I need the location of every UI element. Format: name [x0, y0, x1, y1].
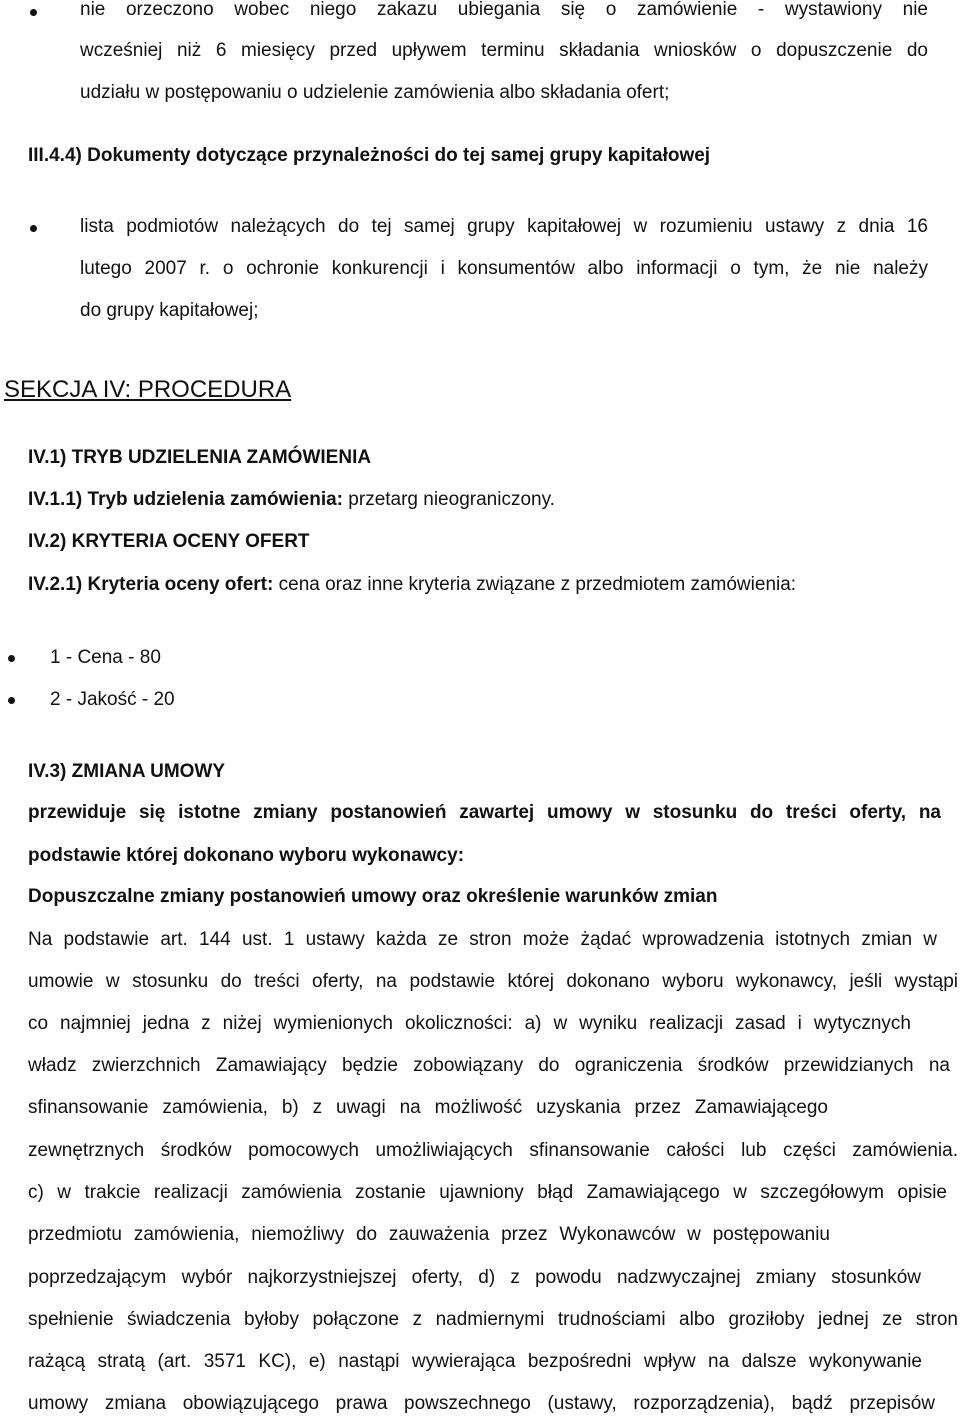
iv1-heading: IV.1) TRYB UDZIELENIA ZAMÓWIENIA [28, 447, 372, 468]
iv3-heading: IV.3) ZMIANA UMOWY [28, 761, 226, 782]
group-line-1: lista podmiotów należących do tej samej grupy kapitałowej w rozumieniu ustawy z dnia 16 [80, 216, 928, 237]
iv3-body-line: spełnienie świadczenia byłoby połączone z nadmiernymi trudnościami albo groziłoby jednej ze stron [28, 1309, 958, 1330]
iv3-body-line: umowy zmiana obowiązującego prawa powszechnego (ustawy, rozporządzenia), bądź przepisów [28, 1393, 935, 1414]
intro-line-2: wcześniej niż 6 miesięcy przed upływem terminu składania wniosków o dopuszczenie do [80, 40, 928, 61]
iv3-bold-line-1: przewiduje się istotne zmiany postanowień zawartej umowy w stosunku do treści oferty, na [28, 802, 941, 823]
iv3-bold-line-2: podstawie której dokonano wyboru wykonawcy: [28, 845, 465, 866]
bullet-icon [8, 655, 15, 662]
criterion-item: 2 - Jakość - 20 [50, 689, 175, 710]
iv3-body-line: umowie w stosunku do treści oferty, na podstawie której dokonano wyboru wykonawcy, jeśli wystąpi [28, 971, 958, 992]
iv3-body-line: poprzedzającym wybór najkorzystniejszej oferty, d) z powodu nadzwyczajnej zmiany stosunków [28, 1267, 921, 1288]
iv2-heading: IV.2) KRYTERIA OCENY OFERT [28, 531, 310, 552]
iv3-body-line: przedmiotu zamówienia, niemożliwy do zauważenia przez Wykonawców w postępowaniu [28, 1224, 830, 1245]
bullet-icon [30, 9, 37, 16]
iv3-body-line: władz zwierzchnich Zamawiający będzie zobowiązany do ograniczenia środków przewidzianych na [28, 1055, 950, 1076]
iv3-body-line: c) w trakcie realizacji zamówienia zostanie ujawniony błąd Zamawiającego w szczegółowym opisie [28, 1182, 947, 1203]
section-heading-III-4-4: III.4.4) Dokumenty dotyczące przynależności do tej samej grupy kapitałowej [28, 145, 711, 166]
intro-line-3: udziału w postępowaniu o udzielenie zamówienia albo składania ofert; [80, 82, 670, 103]
iv3-body-line: sfinansowanie zamówienia, b) z uwagi na możliwość uzyskania przez Zamawiającego [28, 1097, 828, 1118]
iv21-value: cena oraz inne kryteria związane z przedmiotem zamówienia: [273, 574, 797, 595]
iv3-body-line: co najmniej jedna z niżej wymienionych okoliczności: a) w wyniku realizacji zasad i wytycznych [28, 1013, 911, 1034]
iv11-value: przetarg nieograniczony. [343, 489, 555, 510]
iv3-bold-line-3: Dopuszczalne zmiany postanowień umowy oraz określenie warunków zmian [28, 886, 718, 907]
group-line-3: do grupy kapitałowej; [80, 300, 259, 321]
iv3-body-line: zewnętrznych środków pomocowych umożliwiających sfinansowanie całości lub części zamówienia. [28, 1140, 958, 1161]
group-line-2: lutego 2007 r. o ochronie konkurencji i konsumentów albo informacji o tym, że nie należy [80, 258, 928, 279]
iv3-body-line: rażącą stratą (art. 3571 KC), e) nastąpi wywierająca bezpośredni wpływ na dalsze wykonywanie [28, 1351, 922, 1372]
criterion-item: 1 - Cena - 80 [50, 647, 161, 668]
iv21-row [28, 573, 796, 597]
iv11-row [28, 488, 555, 512]
iv11-label: IV.1.1) Tryb udzielenia zamówienia: [28, 489, 344, 510]
bullet-icon [30, 225, 37, 232]
bullet-icon [8, 697, 15, 704]
iv21-label: IV.2.1) Kryteria oceny ofert: [28, 574, 274, 595]
iv3-body-line: Na podstawie art. 144 ust. 1 ustawy każda ze stron może żądać wprowadzenia istotnych zmian w [28, 929, 937, 950]
intro-line-1: nie orzeczono wobec niego zakazu ubiegania się o zamówienie - wystawiony nie [80, 0, 928, 20]
section-iv-title: SEKCJA IV: PROCEDURA [4, 376, 292, 403]
